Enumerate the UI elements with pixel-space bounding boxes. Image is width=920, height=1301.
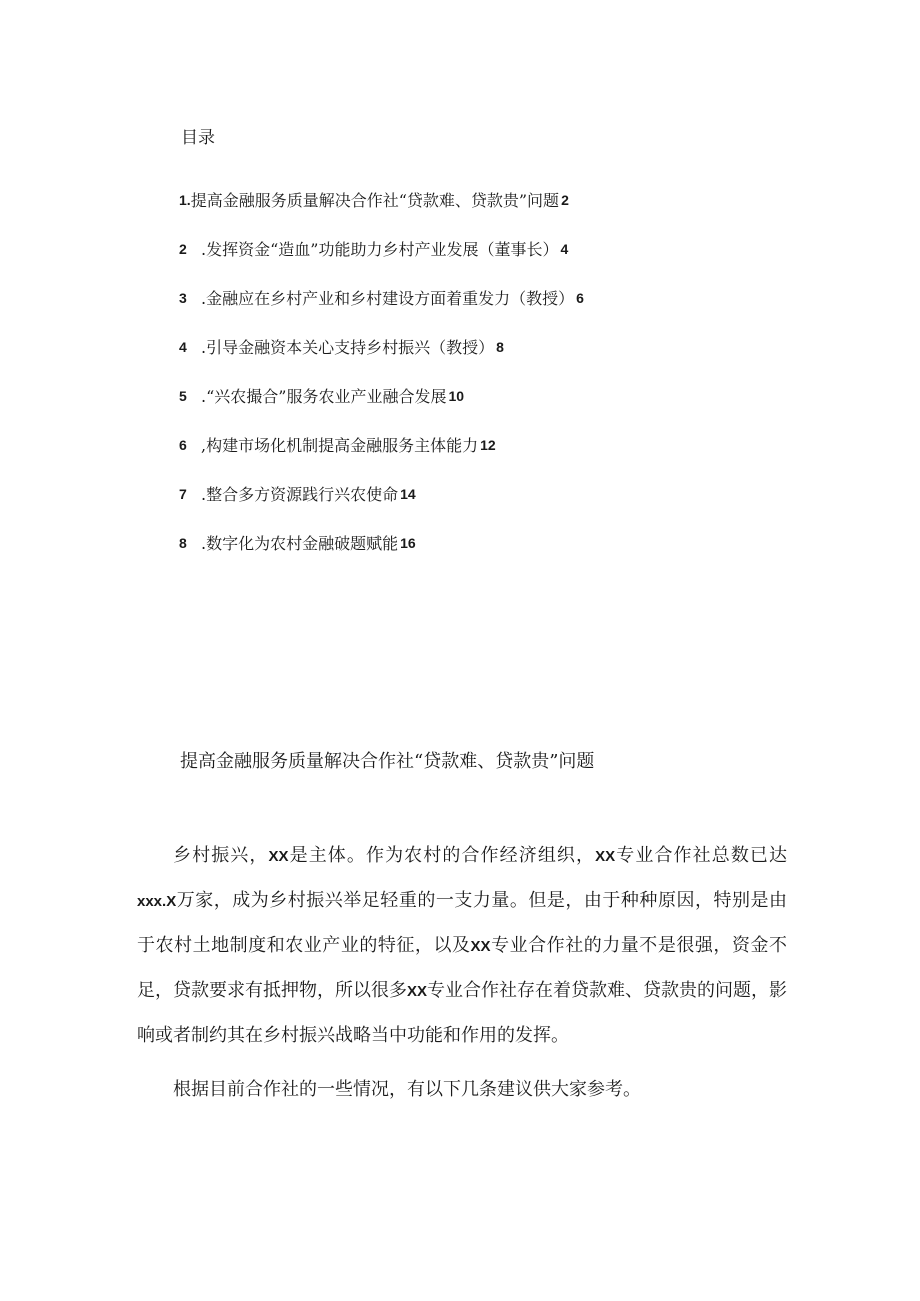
text-run: 专业合作社总数已达 — [615, 845, 788, 866]
toc-title: 目录 — [181, 128, 215, 148]
section-body — [137, 834, 787, 1112]
toc-item-page: 16 — [400, 534, 416, 551]
text-run: xxx.X — [137, 893, 177, 910]
toc-item-page: 2 — [561, 191, 569, 208]
toc-item-text: .数字化为农村金融破题赋能 — [201, 534, 399, 553]
text-run: 乡村振兴， — [173, 845, 269, 866]
toc-item-text: .引导金融资本关心支持乡村振兴（教授） — [201, 338, 495, 357]
text-run: 专业合作社存在着贷款难、贷款贵的问题，影响或者制约其在乡村振兴战略当中功能和作用的发挥。 — [137, 980, 788, 1046]
text-run: XX — [268, 848, 289, 865]
toc-item[interactable] — [179, 518, 799, 567]
toc-item-text: 提高金融服务质量解决合作社“贷款难、贷款贵”问题 — [190, 191, 560, 210]
toc-item[interactable] — [179, 420, 799, 469]
toc-item-number: 3 — [179, 289, 187, 306]
toc-list — [179, 175, 799, 567]
toc-item-text: ,构建市场化机制提高金融服务主体能力 — [201, 436, 479, 455]
toc-item-text: .“兴农撮合”服务农业产业融合发展 — [201, 387, 447, 406]
text-run: 专业合作社的力量不是很强，资金不足，贷款要求有抵押物，所以很多 — [137, 935, 788, 1001]
toc-item[interactable] — [179, 273, 799, 322]
section-heading: 提高金融服务质量解决合作社“贷款难、贷款贵”问题 — [180, 751, 595, 772]
toc-item-number: 5 — [179, 387, 187, 404]
toc-item-page: 14 — [400, 485, 416, 502]
toc-item-page: 8 — [496, 338, 504, 355]
text-run: XX — [595, 848, 616, 865]
toc-item-text: .整合多方资源践行兴农使命 — [201, 485, 399, 504]
toc-item-number: 2 — [179, 240, 187, 257]
toc-item-number: 6 — [179, 436, 187, 453]
text-run: XX — [407, 983, 428, 1000]
toc-item-number: 1. — [179, 191, 191, 208]
toc-item-text: .金融应在乡村产业和乡村建设方面着重发力（教授） — [201, 289, 575, 308]
text-run: 是主体。作为农村的合作经济组织， — [288, 845, 596, 866]
toc-item[interactable] — [179, 322, 799, 371]
toc-item-page: 12 — [480, 436, 496, 453]
toc-item-page: 10 — [448, 387, 465, 404]
toc-item-page: 6 — [576, 289, 584, 306]
paragraph — [137, 834, 787, 1058]
toc-item-number: 4 — [179, 338, 187, 355]
toc-item-page: 4 — [560, 240, 569, 257]
toc-item-number: 8 — [179, 534, 187, 551]
toc-item-text: .发挥资金“造血”功能助力乡村产业发展（董事长） — [201, 240, 559, 259]
text-run: 万家，成为乡村振兴举足轻重的一支力量。但是，由于种种原因，特别是由于农村土地制度和农业产业的特征，以及 — [137, 890, 787, 956]
paragraph: 根据目前合作社的一些情况，有以下几条建议供大家参考。 — [173, 1079, 641, 1100]
toc-item-number: 7 — [179, 485, 187, 502]
toc-item[interactable] — [179, 371, 799, 420]
toc-item[interactable] — [179, 175, 799, 224]
toc-item[interactable] — [179, 469, 799, 518]
toc-item[interactable] — [179, 224, 799, 273]
text-run: XX — [470, 938, 491, 955]
